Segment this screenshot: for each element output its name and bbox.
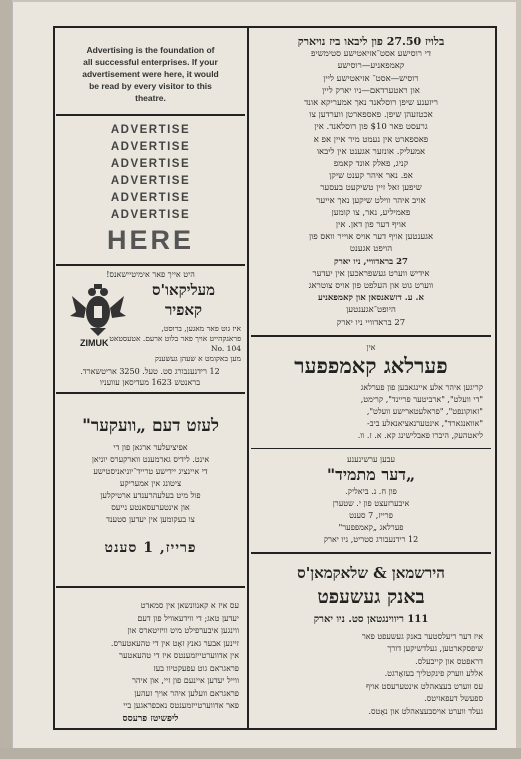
zimuk-detail-line: איז גוט פאר מאגען, ברוסט, — [161, 324, 241, 333]
wecker-line: אינט. לידיס גארמענט ווארקערס יוניאן — [91, 455, 210, 464]
kampfer-line: קריגען איהר אלע איינגאבען פון פערלאג — [360, 382, 483, 392]
kampfer-line: ליאטהעק, היברו פאבלישינג קא. א. ז. וו. — [357, 430, 483, 440]
advertise-word: ADVERTISE — [110, 209, 191, 221]
matmid-line: פערלאג „קאמפפער" — [338, 522, 404, 532]
printer-line: פראגראם וועלען איהר אויך זעהען — [134, 688, 239, 698]
advertise-word: ADVERTISE — [110, 192, 191, 204]
bank-line: אללע ווערק פינקטליך בעזאָרגט. — [384, 669, 483, 679]
page-bottom-shadow — [0, 748, 521, 759]
steamship-fare: בלויז 27.50 פון ליבאו ביז נויארק — [297, 35, 445, 48]
zimuk-address — [59, 366, 241, 388]
bank-address: 111 ריווינגטאן סט. ניו יארק — [313, 613, 429, 625]
steamship-body-line: פאספארט אין נעמט מיר איין אפ א — [313, 134, 429, 145]
printer-line: אין אדווערטייזמענטס איז די טהעאטער — [119, 651, 239, 660]
wecker-line: צו בעקומען אין יעדען סטענד — [106, 515, 195, 524]
zimuk-detail-line: פראגקהייט אויך פאר בלוט ארעם. אטעסטאט — [109, 334, 241, 343]
english-ad-line: advertisement were here, it would — [82, 69, 219, 79]
steamship-body-line: גרעסט פאר $10 פון רוסלאנד. אין — [314, 122, 428, 133]
steamship-footer-address: 27 בראדוויי ניו יארק — [336, 317, 406, 328]
english-ad-line: all successful enterprises. If your — [83, 57, 218, 67]
english-ad-line: be read by every visitor to this — [89, 81, 212, 91]
steamship-body-line: און ראטערדאם—ניו יארק ליין — [322, 85, 420, 96]
zimuk-address-line: בראנטש 1623 מעדיסאן עוועניו — [99, 378, 201, 387]
zimuk-product-name — [126, 280, 241, 320]
advertise-word: ADVERTISE — [110, 141, 191, 153]
steamship-body-line: אפ. נאר איהר קענט שיקן — [329, 171, 413, 182]
advertise-word: ADVERTISE — [110, 158, 191, 170]
steamship-agent-line: א. ע. דזשאנסאן און קאמפאניע — [318, 293, 424, 304]
matmid-title: „דער מתמיד" — [326, 464, 416, 484]
bank-line: געלד ווערט אויסבעצאהלט און נאָטס. — [368, 706, 483, 716]
zimuk-name-line: קאפיר — [164, 301, 203, 319]
kampfer-line: "זאוקונפט", "פראלעטארישע וועלט", — [366, 406, 483, 416]
steamship-body-line: רוסיש—אסט־ אזיאטישע ליין — [323, 73, 419, 84]
bank-line: ספעשל דעפאזיטס. — [424, 694, 483, 704]
bank-description — [251, 625, 491, 725]
matmid-line: איבערזעצט פון י. שטערן — [332, 498, 410, 508]
matmid-line: 12 רידנעבורג סטריט, ניו יארק — [323, 534, 419, 544]
wecker-price: פרייז, 1 סענט — [104, 540, 197, 556]
zimuk-address-line: 12 רידנענבורג סט. טעל. 3250 אריטשארד. — [80, 367, 220, 376]
steamship-body-line: קניג, פאלק אונד קאמפ — [333, 159, 409, 170]
column-divider — [247, 26, 249, 730]
wecker-line: אפיציעלער ארגאן פון די — [113, 443, 188, 452]
steamship-agent-line: אידיש ווערט געשפראכען אין יעדער — [312, 268, 430, 279]
wecker-line: און אינטערעסאנטע נייעס — [111, 503, 190, 512]
advertise-word: ADVERTISE — [110, 124, 191, 136]
kampfer-description — [251, 380, 491, 448]
bank-line: איז דער ריעלסטער באנק געשעפט פאר — [361, 631, 483, 641]
english-ad-line: theatre. — [135, 93, 166, 103]
left-column — [56, 28, 245, 726]
printer-line: יעדען טאג; די ווידעאוויל פון דעם — [137, 613, 239, 623]
steamship-body-line: אויב איהר ווילט שיקען נאך אייער — [316, 195, 426, 206]
steamship-address: 27 בראדוויי, ניו יארק — [334, 256, 408, 267]
steamship-body-line: אגענטען אויף דער אויס אוייר וואס פון — [308, 232, 434, 243]
printer-ad — [56, 588, 245, 729]
steamship-body-line: פאמיליע, נאר, צו קומען — [331, 207, 411, 218]
english-ad-line: Advertising is the foundation of — [86, 45, 215, 55]
steamship-title-line: די רוסישע אסט־אזיאטישע סטימשיפ — [311, 49, 431, 60]
advertise-here-block — [56, 116, 245, 264]
bank-subtitle: באנק געשעפט — [317, 585, 425, 608]
bank-line: שיפסקארטען, געלדשיקען דורך — [387, 644, 483, 654]
kampfer-publisher-ad — [251, 337, 491, 448]
steamship-body-line: אכטזעהן שיפן. פאספארטן ווערדען צו — [309, 110, 433, 121]
zimuk-ad — [56, 266, 245, 392]
zimuk-detail-line: מען באקומט א שעהן געשענק — [154, 354, 241, 363]
steamship-body-line: שיפען זאל זיין טשיקעט בעסער — [320, 183, 422, 194]
advertise-word: ADVERTISE — [110, 175, 191, 187]
kampfer-intro: אין — [366, 342, 376, 352]
kampfer-line: "אוואנגארד", אינטערנאציאנאלע ביב- — [367, 418, 483, 428]
bank-line: עס ווערט בעצאהלט אינטערעסט אויף — [366, 681, 483, 691]
steamship-ad — [251, 28, 491, 335]
printer-line: ווינגען איבערפילט מיט וויזיטארס און — [127, 626, 239, 635]
matmid-book-ad — [251, 449, 491, 552]
right-column — [251, 28, 491, 726]
printer-line: פאר אדווערטייזמענטס נאכפראגען ביי — [123, 701, 239, 710]
zimuk-details — [59, 324, 241, 364]
steamship-agent-line: ווערט גוט און העלפט פון אויס צוטראג — [308, 281, 434, 292]
steamship-agent-line: היופט־אגענטען — [346, 305, 396, 316]
english-advertising-notice — [56, 28, 245, 114]
zimuk-name-line: מעליקאו'ס — [152, 281, 215, 299]
printer-line: ווייל יעדען איינעם פון זיי, און איהר — [131, 676, 239, 685]
printer-line: עס איז א קאנוונשאן אין סמאדט — [140, 601, 239, 610]
binding-spine — [0, 0, 12, 759]
matmid-details — [251, 486, 491, 552]
wecker-title: לעזט דעם „וועקער" — [82, 416, 219, 436]
printer-name: ליפשיטז פרעסס — [122, 713, 179, 724]
bank-name: הירשמאן & שלאקמאן'ס — [297, 563, 445, 582]
wecker-line: די איינציג יידישע טרייד־יוניאניסטישע — [93, 467, 208, 476]
wecker-line: ציטונג אין אמעריקע — [119, 479, 182, 488]
bank-ad — [251, 554, 491, 725]
wecker-newspaper-ad — [56, 394, 245, 586]
wecker-line: פול מיט בעלעהרענדע ארטיקלען — [100, 491, 201, 500]
steamship-title-line: קאמפאניע—רוסישע — [337, 61, 405, 72]
printer-line: פראגראם גוט עפעקטיוו בעז — [153, 663, 239, 673]
matmid-line: פרייז, 7 סענט — [349, 510, 393, 520]
matmid-intro: עבען ערשינענע — [347, 454, 395, 464]
steamship-body-line: אמעליק. אונזער אגענט אין ליבאו — [316, 146, 426, 157]
bank-line: דראפטס און קייבעלס. — [415, 656, 483, 666]
kampfer-title: פערלאג קאמפפער — [294, 352, 448, 378]
matmid-line: פון ח. נ. ביאליק. — [345, 486, 397, 496]
steamship-body-line: ריזענע שיפן רוסלאנד נאך אמעריקא אונד — [304, 98, 438, 109]
wecker-description — [56, 438, 245, 530]
steamship-body-line: הויפט אגענט — [349, 244, 393, 255]
here-word: HERE — [106, 225, 194, 255]
zimuk-detail-line: No. 104 — [210, 344, 241, 353]
zimuk-latin-name: ZIMUK — [80, 338, 109, 348]
steamship-body-line: אויף דער פון דאן. אין — [335, 220, 407, 231]
printer-line: זיינען אבער גאנץ זאָט אין די טהעאטערס. — [110, 638, 239, 648]
kampfer-line: "די וועלט", "ארביטער פריינד", קרימט, — [360, 394, 483, 404]
zimuk-warning: היט אייך פאר אימיטיישאנס! — [106, 270, 195, 279]
